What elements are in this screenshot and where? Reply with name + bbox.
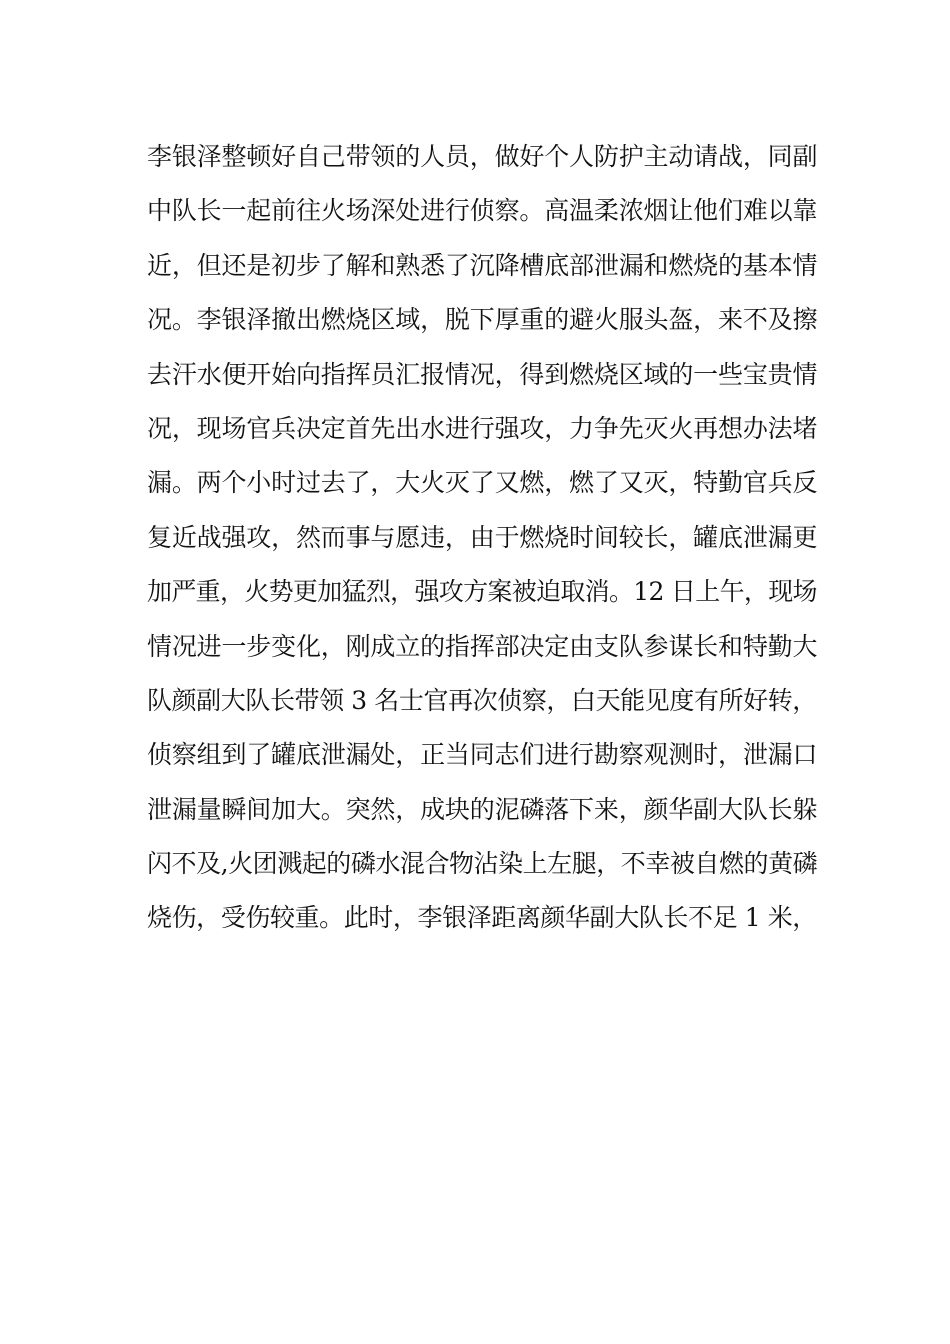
text-line: 况。李银泽撤出燃烧区域，脱下厚重的避火服头盔，来不及擦: [147, 305, 818, 335]
text-line: 泄漏量瞬间加大。突然，成块的泥磷落下来，颜华副大队长躲: [147, 794, 818, 824]
text-line: 漏。两个小时过去了，大火灭了又燃，燃了又灭，特勤官兵反: [147, 468, 818, 498]
text-line: 复近战强攻，然而事与愿违，由于燃烧时间较长，罐底泄漏更: [147, 522, 818, 552]
text-line: 况，现场官兵决定首先出水进行强攻，力争先灭火再想办法堵: [147, 413, 818, 443]
text-line: 队颜副大队长带领 3 名士官再次侦察，白天能见度有所好转，: [147, 685, 817, 715]
text-line: 中队长一起前往火场深处进行侦察。高温柔浓烟让他们难以靠: [147, 196, 818, 226]
text-line: 烧伤，受伤较重。此时，李银泽距离颜华副大队长不足 1 米，: [147, 903, 817, 933]
text-line: 情况进一步变化，刚成立的指挥部决定由支队参谋长和特勤大: [147, 631, 818, 661]
text-line: 去汗水便开始向指挥员汇报情况，得到燃烧区域的一些宝贵情: [147, 359, 818, 389]
text-line: 加严重，火势更加猛烈，强攻方案被迫取消。12 日上午，现场: [147, 577, 817, 607]
body-text: [147, 130, 818, 946]
text-line: 李银泽整顿好自己带领的人员，做好个人防护主动请战，同副: [147, 142, 818, 171]
text-line: 近，但还是初步了解和熟悉了沉降槽底部泄漏和燃烧的基本情: [147, 250, 818, 280]
text-line: 闪不及,火团溅起的磷水混合物沾染上左腿，不幸被自燃的黄磷: [147, 849, 818, 879]
text-line: 侦察组到了罐底泄漏处，正当同志们进行勘察观测时，泄漏口: [147, 740, 818, 770]
